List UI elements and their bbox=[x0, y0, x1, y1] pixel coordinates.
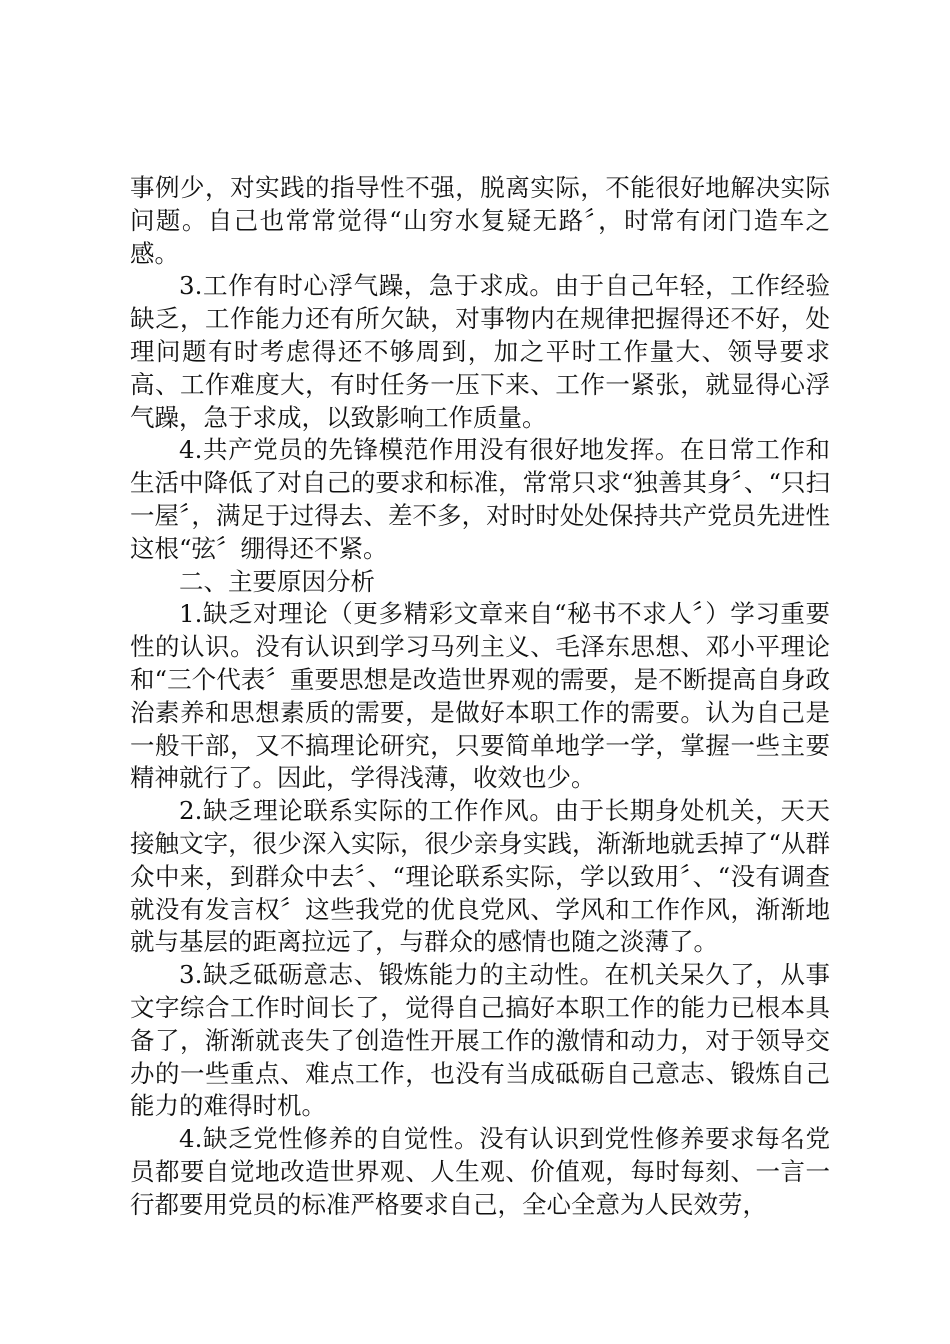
paragraph-item-4-vanguard-role: 4.共产党员的先锋模范作用没有很好地发挥。在日常工作和生活中降低了对自己的要求和标准，常常只求“独善其身〞、“只扫一屋〞，满足于过得去、差不多，对时时处处保持共产党员先进性这根“弦〞绷得还不紧。 bbox=[130, 435, 830, 563]
paragraph-cause-1-theory-study: 1.缺乏对理论（更多精彩文章来自“秘书不求人〞）学习重要性的认识。没有认识到学习马列主义、毛泽东思想、邓小平理论和“三个代表〞重要思想是改造世界观的需要，是不断提高自身政治素养和思想素质的需要，是做好本职工作的需要。认为自己是一般干部，又不搞理论研究，只要简单地学一学，掌握一些主要精神就行了。因此，学得浅薄，收效也少。 bbox=[130, 599, 830, 793]
paragraph-item-3-impetuous: 3.工作有时心浮气躁，急于求成。由于自己年轻，工作经验缺乏，工作能力还有所欠缺，对事物内在规律把握得还不好，处理问题有时考虑得还不够周到，加之平时工作量大、领导要求高、工作难度大，有时任务一压下来、工作一紧张，就显得心浮气躁，急于求成，以致影响工作质量。 bbox=[130, 271, 830, 432]
section-heading-cause-analysis: 二、主要原因分析 bbox=[179, 566, 375, 596]
paragraph-cause-4-party-spirit: 4.缺乏党性修养的自觉性。没有认识到党性修养要求每名党员都要自觉地改造世界观、人生观、价值观，每时每刻、一言一行都要用党员的标准严格要求自己，全心全意为人民效劳， bbox=[130, 1124, 830, 1219]
paragraph-cause-3-initiative: 3.缺乏砥砺意志、锻炼能力的主动性。在机关呆久了，从事文字综合工作时间长了，觉得自己搞好本职工作的能力已根本具备了，渐渐就丧失了创造性开展工作的激情和动力，对于领导交办的一些重点、难点工作，也没有当成砥砺自己意志、锻炼自己能力的难得时机。 bbox=[130, 960, 830, 1121]
paragraph-continuation: 事例少，对实践的指导性不强，脱离实际，不能很好地解决实际问题。自己也常常觉得“山穷水复疑无路〞，时常有闭门造车之感。 bbox=[130, 173, 830, 268]
document-body bbox=[130, 172, 830, 1222]
paragraph-cause-2-work-style: 2.缺乏理论联系实际的工作作风。由于长期身处机关，天天接触文字，很少深入实际，很少亲身实践，渐渐地就丢掉了“从群众中来，到群众中去〞、“理论联系实际，学以致用〞、“没有调查就没有发言权〞这些我党的优良党风、学风和工作作风，渐渐地就与基层的距离拉远了，与群众的感情也随之淡薄了。 bbox=[130, 796, 830, 957]
